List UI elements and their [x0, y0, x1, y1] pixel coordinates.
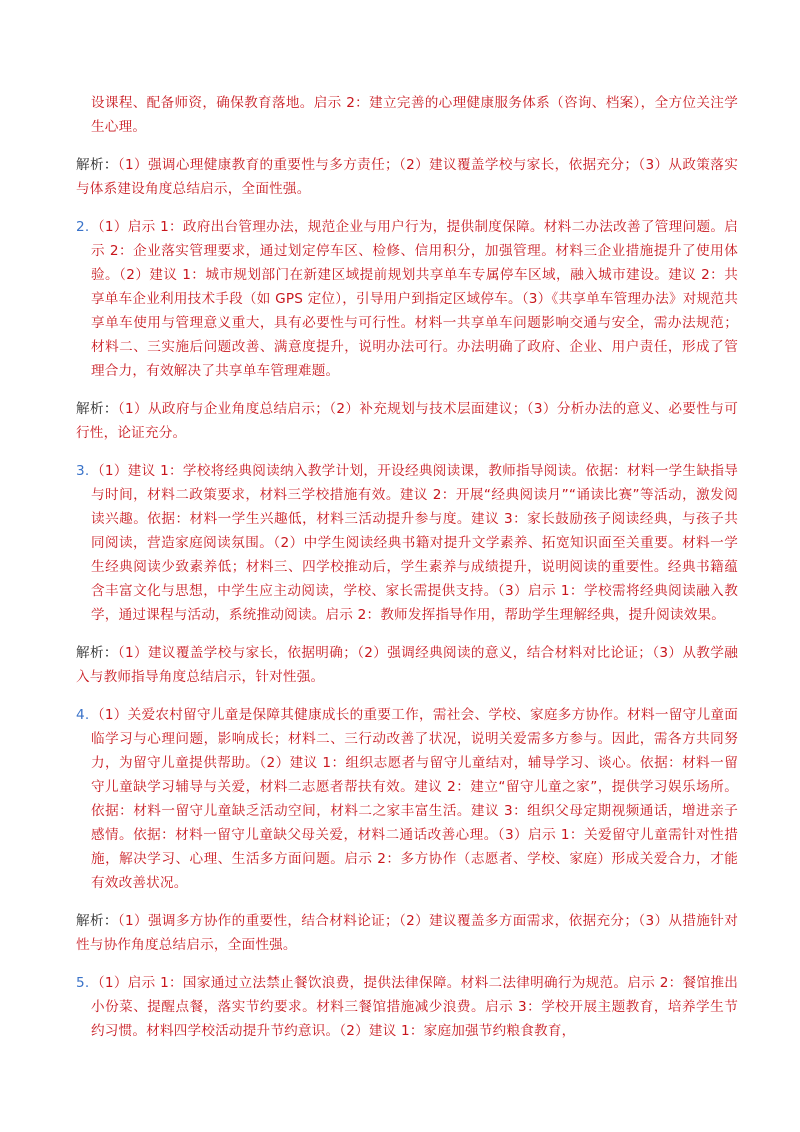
analysis-2: [76, 397, 738, 445]
analysis-label: 解析：: [76, 645, 118, 661]
analysis-3: [76, 641, 738, 689]
answer-text: （1）启示 1：国家通过立法禁止餐饮浪费，提供法律保障。材料二法律明确行为规范。启示 2：餐馆推出小份菜、提醒点餐，落实节约要求。材料三餐馆措施减少浪费。启示 3：学校开展主题教育，培养学生节约习惯。材料四学校活动提升节约意识。（2）建议 1：家庭加强节约粮食教育，: [91, 975, 738, 1039]
answer-number: 5.: [76, 975, 90, 991]
analysis-text: （1）建议覆盖学校与家长，依据明确；（2）强调经典阅读的意义，结合材料对比论证；（3）从教学融入与教师指导角度总结启示，针对性强。: [76, 645, 738, 685]
answer-2: [76, 215, 738, 383]
analysis-label: 解析：: [76, 157, 118, 173]
answer-text: （1）关爱农村留守儿童是保障其健康成长的重要工作，需社会、学校、家庭多方协作。材料一留守儿童面临学习与心理问题，影响成长；材料二、三行动改善了状况，说明关爱需多方参与。因此，需各方共同努力，为留守儿童提供帮助。（2）建议 1：组织志愿者与留守儿童结对，辅导学习、谈心。依据：材料一留守儿童缺学习辅导与关爱，材料二志愿者帮扶有效。建议 2：建立“留守儿童之家”，提供学习娱乐场所。依据：材料一留守儿童缺乏活动空间，材料二之家丰富生活。建议 3：组织父母定期视频通话，增进亲子感情。依据：材料一留守儿童缺父母关爱，材料二通话改善心理。（3）启示 1：关爱留守儿童需针对性措施，解决学习、心理、生活多方面问题。启示 2：多方协作（志愿者、学校、家庭）形成关爱合力，才能有效改善状况。: [91, 707, 738, 891]
answer-number: 3.: [76, 463, 90, 479]
analysis-text: （1）强调心理健康教育的重要性与多方责任；（2）建议覆盖学校与家长，依据充分；（3）从政策落实与体系建设角度总结启示，全面性强。: [76, 157, 738, 197]
answer-1-continued: [76, 91, 738, 139]
answer-5: [76, 971, 738, 1043]
answer-number: 4.: [76, 707, 90, 723]
analysis-text: （1）从政府与企业角度总结启示；（2）补充规划与技术层面建议；（3）分析办法的意义、必要性与可行性，论证充分。: [76, 401, 738, 441]
answer-text: （1）建议 1：学校将经典阅读纳入教学计划，开设经典阅读课，教师指导阅读。依据：材料一学生缺指导与时间，材料二政策要求，材料三学校措施有效。建议 2：开展“经典阅读月”“诵读比赛”等活动，激发阅读兴趣。依据：材料一学生兴趣低，材料三活动提升参与度。建议 3：家长鼓励孩子阅读经典，与孩子共同阅读，营造家庭阅读氛围。（2）中学生阅读经典书籍对提升文学素养、拓宽知识面至关重要。材料一学生经典阅读少致素养低；材料三、四学校推动后，学生素养与成绩提升，说明阅读的重要性。经典书籍蕴含丰富文化与思想，中学生应主动阅读，学校、家长需提供支持。（3）启示 1：学校需将经典阅读融入教学，通过课程与活动，系统推动阅读。启示 2：教师发挥指导作用，帮助学生理解经典，提升阅读效果。: [91, 463, 738, 623]
answer-4: [76, 703, 738, 895]
answer-text: （1）启示 1：政府出台管理办法，规范企业与用户行为，提供制度保障。材料二办法改善了管理问题。启示 2：企业落实管理要求，通过划定停车区、检修、信用积分，加强管理。材料三企业措施提升了使用体验。（2）建议 1：城市规划部门在新建区域提前规划共享单车专属停车区域，融入城市建设。建议 2：共享单车企业利用技术手段（如 GPS 定位），引导用户到指定区域停车。（3）《共享单车管理办法》对规范共享单车使用与管理意义重大，具有必要性与可行性。材料一共享单车问题影响交通与安全，需办法规范；材料二、三实施后问题改善、满意度提升，说明办法可行。办法明确了政府、企业、用户责任，形成了管理合力，有效解决了共享单车管理难题。: [91, 219, 738, 379]
analysis-4: [76, 909, 738, 957]
analysis-1: [76, 153, 738, 201]
analysis-label: 解析：: [76, 913, 118, 929]
answer-number: 2.: [76, 219, 90, 235]
answer-3: [76, 459, 738, 627]
analysis-text: （1）强调多方协作的重要性，结合材料论证；（2）建议覆盖多方面需求，依据充分；（3）从措施针对性与协作角度总结启示，全面性强。: [76, 913, 738, 953]
answer-text: 设课程、配备师资，确保教育落地。启示 2：建立完善的心理健康服务体系（咨询、档案），全方位关注学生心理。: [91, 95, 738, 135]
analysis-label: 解析：: [76, 401, 118, 417]
